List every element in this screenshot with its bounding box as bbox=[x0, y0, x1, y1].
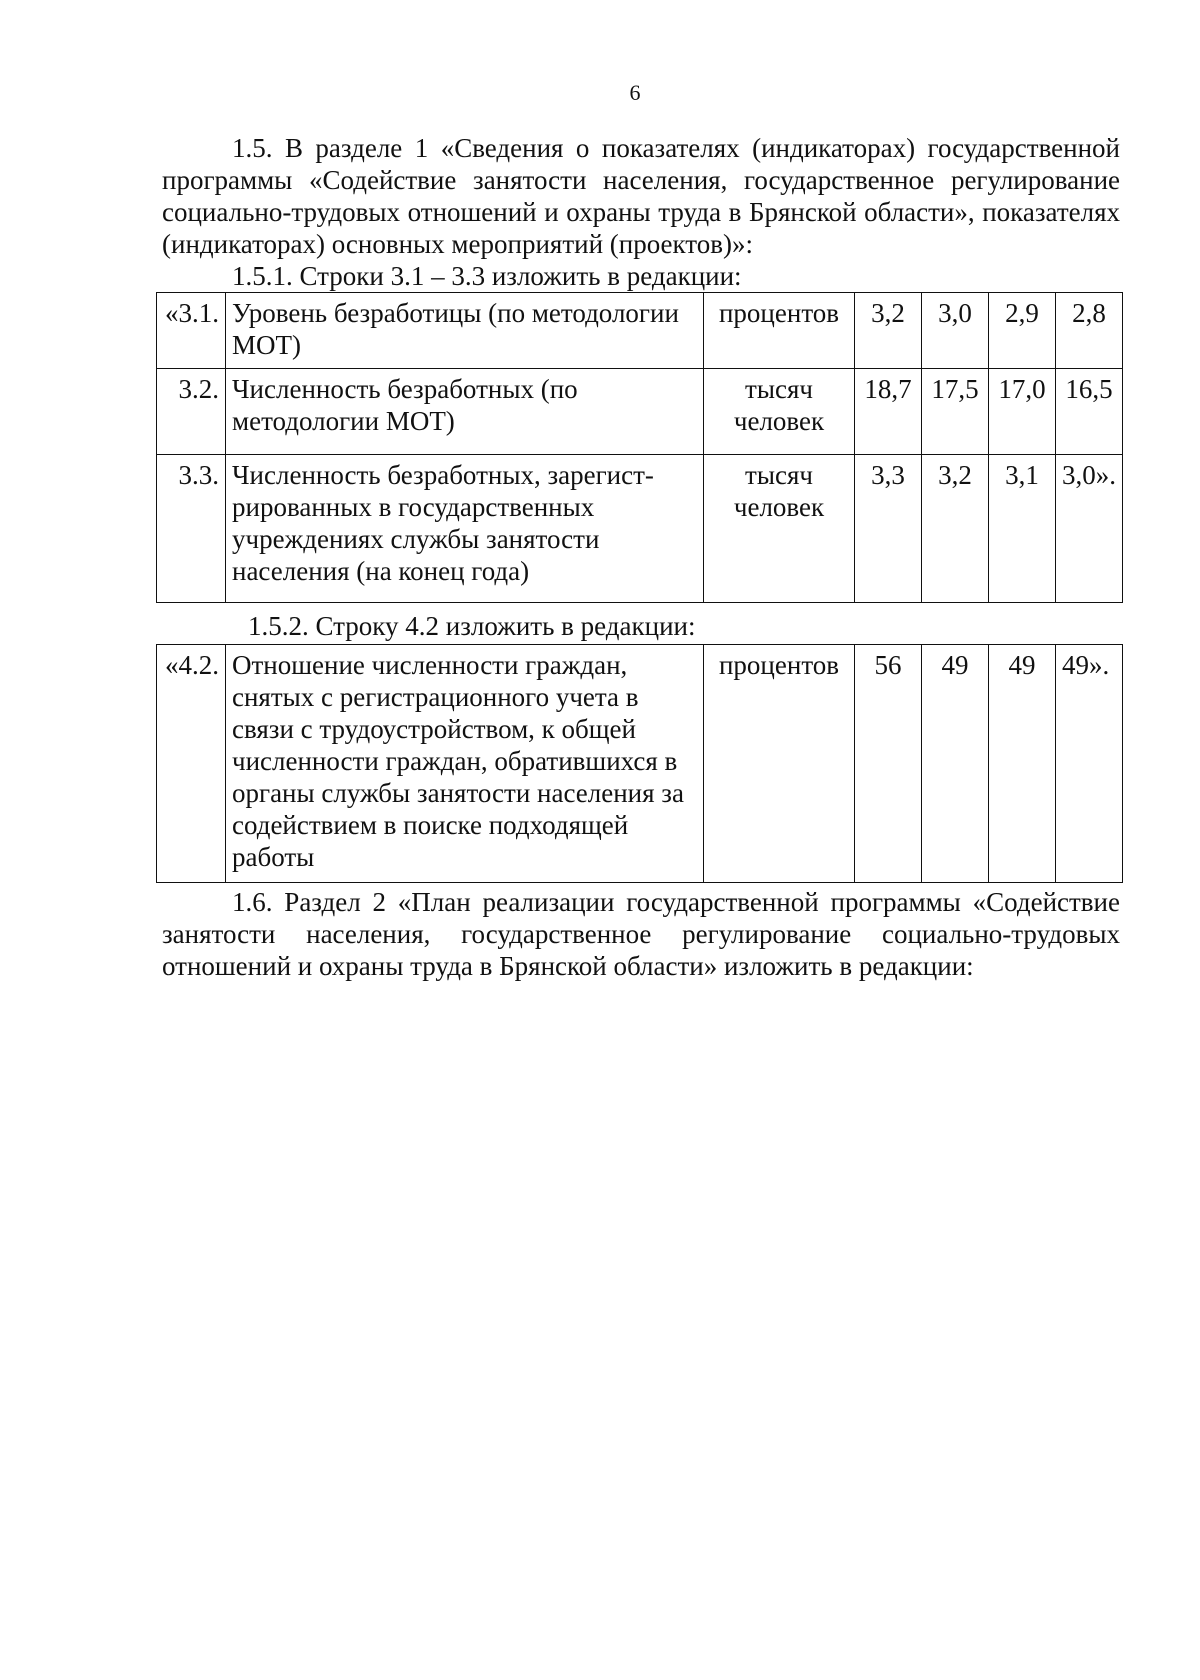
closing-section bbox=[162, 886, 1120, 982]
value-cell: 3,1 bbox=[989, 455, 1056, 603]
closing-paragraph: 1.6. Раздел 2 «План реализации государственной программы «Содействие занятости населения, государственное регулирование социально-трудовых отношений и охраны труда в Брянской области» изложить в редакции: bbox=[162, 887, 1120, 981]
intro-section bbox=[162, 132, 1120, 292]
indicators-table-3 bbox=[156, 292, 1123, 603]
table-row bbox=[157, 455, 1123, 603]
value-cell: 2,9 bbox=[989, 293, 1056, 369]
table-row bbox=[157, 293, 1123, 369]
indicator-name: Отношение численности граждан, снятых с регистрационного учета в связи с трудоустройством, к общей численности граждан, обратившихся в органы службы занятости населения за содействием в поиске подходящей работы bbox=[226, 645, 704, 883]
page-number: 6 bbox=[629, 80, 641, 105]
table-row bbox=[157, 645, 1123, 883]
value-cell: 3,2 bbox=[855, 293, 922, 369]
value-cell: 2,8 bbox=[1056, 293, 1123, 369]
row-number: «4.2. bbox=[157, 645, 226, 883]
row-number: 3.3. bbox=[157, 455, 226, 603]
value-cell: 17,0 bbox=[989, 369, 1056, 455]
row-number: 3.2. bbox=[157, 369, 226, 455]
subsection-1-5-2-heading: 1.5.2. Строку 4.2 изложить в редакции: bbox=[248, 611, 696, 641]
row-number: «3.1. bbox=[157, 293, 226, 369]
value-cell: 3,0 bbox=[922, 293, 989, 369]
value-cell: 3,2 bbox=[922, 455, 989, 603]
table-row bbox=[157, 369, 1123, 455]
indicator-name: Уровень безработицы (по методологии МОТ) bbox=[226, 293, 704, 369]
value-cell: 49 bbox=[922, 645, 989, 883]
value-cell: 3,3 bbox=[855, 455, 922, 603]
indicators-table-4 bbox=[156, 644, 1123, 883]
unit-of-measure: процентов bbox=[704, 293, 855, 369]
subsection-1-5-2 bbox=[162, 610, 1120, 642]
subsection-1-5-1-heading: 1.5.1. Строки 3.1 – 3.3 изложить в редакции: bbox=[232, 261, 742, 291]
intro-paragraph: 1.5. В разделе 1 «Сведения о показателях (индикаторах) государственной программы «Содействие занятости населения, государственное регулирование социально-трудовых отношений и охраны труда в Брянской области», показателях (индикаторах) основных мероприятий (проектов)»: bbox=[162, 133, 1120, 259]
unit-of-measure: процентов bbox=[704, 645, 855, 883]
indicator-name: Численность безработных (по методологии МОТ) bbox=[226, 369, 704, 455]
unit-of-measure: тысяч человек bbox=[704, 455, 855, 603]
value-cell: 56 bbox=[855, 645, 922, 883]
value-cell: 16,5 bbox=[1056, 369, 1123, 455]
value-cell: 49». bbox=[1056, 645, 1123, 883]
value-cell: 3,0». bbox=[1056, 455, 1123, 603]
indicator-name: Численность безработных, зарегист-рированных в государственных учреждениях службы занятости населения (на конец года) bbox=[226, 455, 704, 603]
value-cell: 49 bbox=[989, 645, 1056, 883]
unit-of-measure: тысяч человек bbox=[704, 369, 855, 455]
value-cell: 17,5 bbox=[922, 369, 989, 455]
value-cell: 18,7 bbox=[855, 369, 922, 455]
